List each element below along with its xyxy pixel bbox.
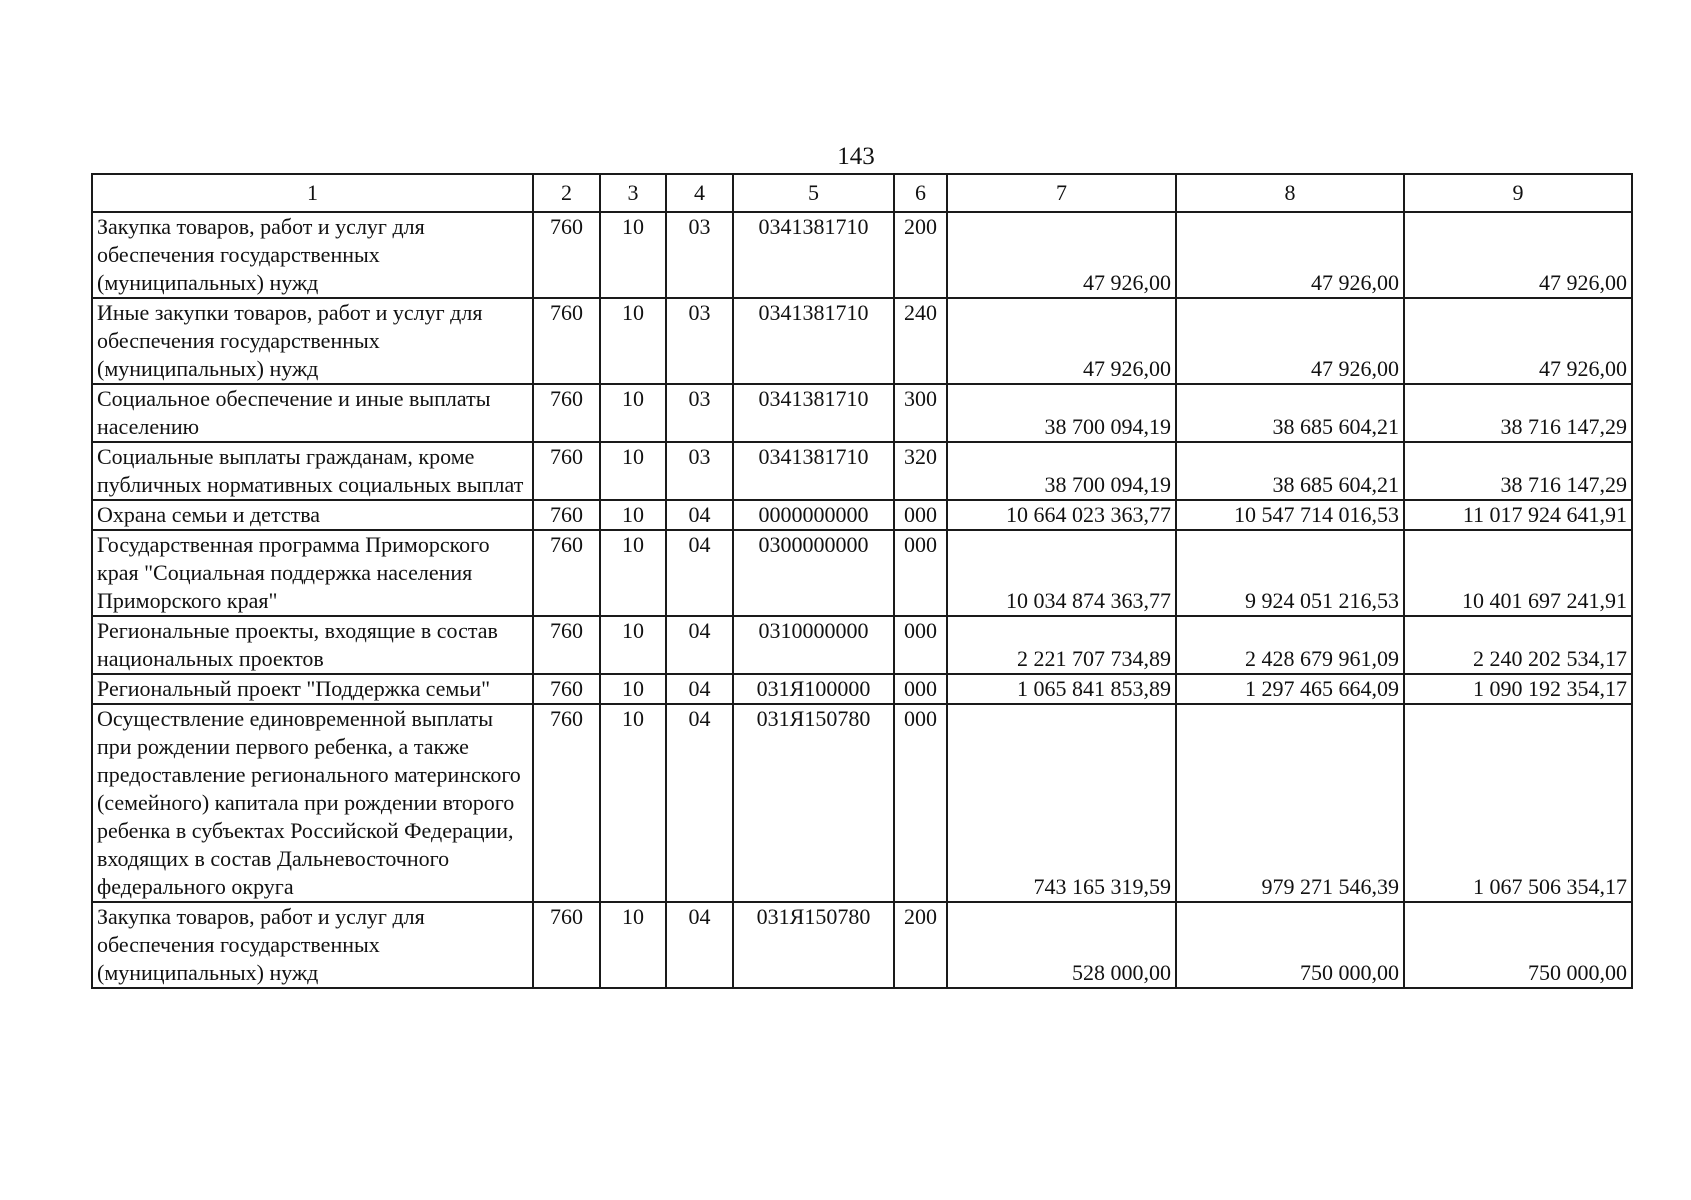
column-header-1: 1	[92, 174, 533, 212]
amount-col-9: 1 090 192 354,17	[1404, 674, 1632, 704]
amount-col-8: 10 547 714 016,53	[1176, 500, 1404, 530]
col-6-code: 300	[894, 384, 947, 442]
amount-col-9: 38 716 147,29	[1404, 384, 1632, 442]
amount-col-8: 38 685 604,21	[1176, 384, 1404, 442]
col-6-code: 000	[894, 704, 947, 902]
amount-col-9: 1 067 506 354,17	[1404, 704, 1632, 902]
col-5-code: 0000000000	[733, 500, 894, 530]
col-2-code: 760	[533, 674, 600, 704]
amount-col-7: 2 221 707 734,89	[947, 616, 1176, 674]
col-6-code: 000	[894, 500, 947, 530]
col-2-code: 760	[533, 212, 600, 298]
table-row	[92, 298, 1632, 384]
amount-col-7: 528 000,00	[947, 902, 1176, 988]
col-5-code: 0300000000	[733, 530, 894, 616]
col-6-code: 000	[894, 674, 947, 704]
amount-col-7: 47 926,00	[947, 212, 1176, 298]
col-5-code: 0341381710	[733, 298, 894, 384]
col-5-code: 0341381710	[733, 384, 894, 442]
table-row	[92, 530, 1632, 616]
col-3-code: 10	[600, 530, 666, 616]
col-6-code: 000	[894, 616, 947, 674]
amount-col-9: 47 926,00	[1404, 212, 1632, 298]
col-3-code: 10	[600, 500, 666, 530]
amount-col-8: 2 428 679 961,09	[1176, 616, 1404, 674]
col-5-code: 031Я150780	[733, 704, 894, 902]
col-5-code: 031Я100000	[733, 674, 894, 704]
table-row	[92, 616, 1632, 674]
header-row	[92, 174, 1632, 212]
col-4-code: 03	[666, 442, 733, 500]
amount-col-9: 2 240 202 534,17	[1404, 616, 1632, 674]
column-header-8: 8	[1176, 174, 1404, 212]
table-row	[92, 704, 1632, 902]
row-name: Охрана семьи и детства	[92, 500, 533, 530]
table-row	[92, 442, 1632, 500]
amount-col-8: 750 000,00	[1176, 902, 1404, 988]
col-6-code: 320	[894, 442, 947, 500]
col-3-code: 10	[600, 442, 666, 500]
amount-col-9: 38 716 147,29	[1404, 442, 1632, 500]
col-6-code: 000	[894, 530, 947, 616]
row-name: Закупка товаров, работ и услуг для обеспечения государственных (муниципальных) нужд	[92, 902, 533, 988]
amount-col-7: 1 065 841 853,89	[947, 674, 1176, 704]
amount-col-8: 979 271 546,39	[1176, 704, 1404, 902]
row-name: Социальное обеспечение и иные выплаты населению	[92, 384, 533, 442]
col-4-code: 04	[666, 674, 733, 704]
col-4-code: 04	[666, 500, 733, 530]
amount-col-7: 47 926,00	[947, 298, 1176, 384]
amount-col-9: 47 926,00	[1404, 298, 1632, 384]
col-6-code: 240	[894, 298, 947, 384]
amount-col-9: 11 017 924 641,91	[1404, 500, 1632, 530]
col-2-code: 760	[533, 500, 600, 530]
page-number: 143	[837, 143, 875, 170]
budget-table	[91, 173, 1633, 989]
amount-col-7: 743 165 319,59	[947, 704, 1176, 902]
col-4-code: 04	[666, 902, 733, 988]
col-3-code: 10	[600, 674, 666, 704]
col-6-code: 200	[894, 212, 947, 298]
col-5-code: 0341381710	[733, 442, 894, 500]
table-row	[92, 212, 1632, 298]
col-2-code: 760	[533, 384, 600, 442]
amount-col-8: 1 297 465 664,09	[1176, 674, 1404, 704]
column-header-5: 5	[733, 174, 894, 212]
row-name: Региональные проекты, входящие в состав национальных проектов	[92, 616, 533, 674]
col-2-code: 760	[533, 704, 600, 902]
col-2-code: 760	[533, 442, 600, 500]
col-4-code: 03	[666, 298, 733, 384]
column-header-7: 7	[947, 174, 1176, 212]
col-4-code: 04	[666, 530, 733, 616]
amount-col-8: 47 926,00	[1176, 212, 1404, 298]
row-name: Осуществление единовременной выплаты при рождении первого ребенка, а также предоставление регионального материнского (семейного) капитала при рождении второго ребенка в субъектах Российской Федерации, входящих в состав Дальневосточного федерального округа	[92, 704, 533, 902]
col-2-code: 760	[533, 616, 600, 674]
col-4-code: 04	[666, 704, 733, 902]
row-name: Региональный проект "Поддержка семьи"	[92, 674, 533, 704]
row-name: Государственная программа Приморского края "Социальная поддержка населения Приморского края"	[92, 530, 533, 616]
col-5-code: 0310000000	[733, 616, 894, 674]
amount-col-8: 38 685 604,21	[1176, 442, 1404, 500]
amount-col-7: 38 700 094,19	[947, 384, 1176, 442]
row-name: Закупка товаров, работ и услуг для обеспечения государственных (муниципальных) нужд	[92, 212, 533, 298]
amount-col-7: 10 664 023 363,77	[947, 500, 1176, 530]
table-row	[92, 902, 1632, 988]
amount-col-9: 750 000,00	[1404, 902, 1632, 988]
row-name: Иные закупки товаров, работ и услуг для обеспечения государственных (муниципальных) нужд	[92, 298, 533, 384]
col-4-code: 04	[666, 616, 733, 674]
col-3-code: 10	[600, 384, 666, 442]
col-2-code: 760	[533, 298, 600, 384]
table-row	[92, 384, 1632, 442]
amount-col-7: 38 700 094,19	[947, 442, 1176, 500]
amount-col-8: 47 926,00	[1176, 298, 1404, 384]
amount-col-8: 9 924 051 216,53	[1176, 530, 1404, 616]
column-header-9: 9	[1404, 174, 1632, 212]
column-header-6: 6	[894, 174, 947, 212]
col-3-code: 10	[600, 902, 666, 988]
col-2-code: 760	[533, 902, 600, 988]
table-row	[92, 674, 1632, 704]
col-5-code: 031Я150780	[733, 902, 894, 988]
col-3-code: 10	[600, 704, 666, 902]
col-3-code: 10	[600, 298, 666, 384]
column-header-3: 3	[600, 174, 666, 212]
column-header-4: 4	[666, 174, 733, 212]
table-row	[92, 500, 1632, 530]
col-4-code: 03	[666, 384, 733, 442]
row-name: Социальные выплаты гражданам, кроме публичных нормативных социальных выплат	[92, 442, 533, 500]
column-header-2: 2	[533, 174, 600, 212]
col-3-code: 10	[600, 616, 666, 674]
col-4-code: 03	[666, 212, 733, 298]
col-5-code: 0341381710	[733, 212, 894, 298]
col-6-code: 200	[894, 902, 947, 988]
amount-col-7: 10 034 874 363,77	[947, 530, 1176, 616]
amount-col-9: 10 401 697 241,91	[1404, 530, 1632, 616]
col-3-code: 10	[600, 212, 666, 298]
col-2-code: 760	[533, 530, 600, 616]
